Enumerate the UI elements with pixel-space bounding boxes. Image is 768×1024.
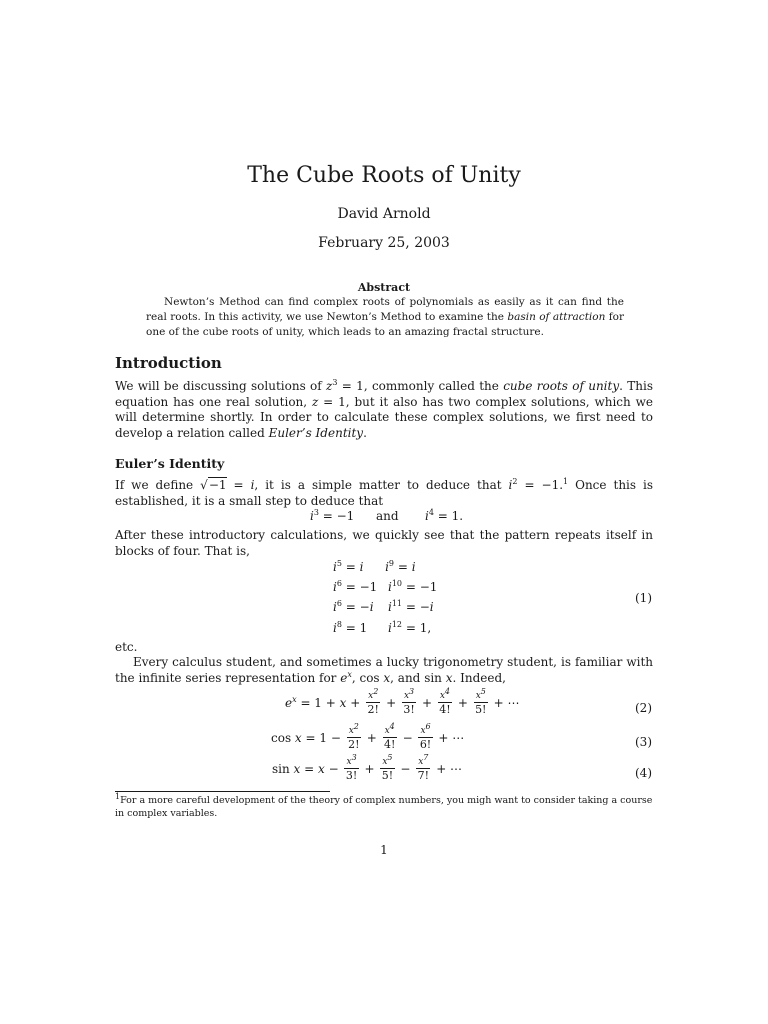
intro-paragraph: We will be discussing solutions of $z^3 = 1$, commonly called the cube roots of unity. This equation has one real solution, z = 1, but it also has two complex solutions, which we will determine shortly. In order to calculate these complex solutions, we first need to develop a relation called Euler’s Identity. — [115, 378, 653, 440]
equation-number-4: (4) — [635, 766, 652, 780]
euler-text-b: , it is a simple matter to deduce that — [254, 478, 509, 492]
series-paragraph: Every calculus student, and sometimes a lucky trigonometry student, is familiar with the infinite series representation for $e^x$, cos x, and sin x. Indeed, — [115, 655, 653, 685]
power-table-row-3b: $i^{11} = -i$ — [388, 599, 434, 614]
euler-paragraph: If we define √−1 = i, it is a simple matter to deduce that $i^2 = -1.^1$ Once this is established, it is a small step to deduce that — [115, 477, 654, 508]
euler-text-a: If we define — [115, 478, 201, 492]
equation-number-1: (1) — [635, 591, 652, 605]
power-table-row-1b: $i^9 = i$ — [385, 559, 416, 574]
intro-text-e: . — [363, 425, 367, 440]
power-table-row-4: $i^8 = 1$ — [333, 620, 368, 635]
power-table-row-2: $i^6 = -1$ — [333, 579, 378, 594]
intro-emphasis: cube roots of unity — [503, 379, 620, 393]
equation-number-2: (2) — [635, 701, 652, 715]
series-text-b: , and — [390, 670, 425, 685]
series-text-a: Every calculus student, and sometimes a lucky trigonometry student, is familiar with the infinite series representation for — [115, 655, 653, 685]
footnote-mark: 1 — [115, 791, 121, 801]
footnote-marker: 1 — [563, 477, 569, 486]
power-table-row-4b: $i^{12} = 1$, — [388, 620, 432, 635]
sine-series: sin x = x − $\frac{x^3}{3!}$ + $\frac{x^5}{5!}$ − $\frac{x^7}{7!}$ + ⋯ — [272, 753, 463, 782]
abstract-text-1: Newton’s Method can find complex roots of polynomials as easily as it can find the real roots. In this activity, we use Newton’s Method to examine the — [146, 296, 624, 323]
etc-text: etc. — [115, 640, 138, 654]
abstract-text-2: for one of the cube roots of unity, which leads to an amazing fractal structure. — [146, 311, 624, 338]
power-table-row-2b: $i^{10} = -1$ — [388, 579, 438, 594]
footnote — [115, 791, 655, 820]
cosine-series: cos x = 1 − $\frac{x^2}{2!}$ + $\frac{x^4}{4!}$ − $\frac{x^6}{6!}$ + ⋯ — [271, 722, 465, 751]
power-table-row-1: $i^5 = i$ — [333, 559, 364, 574]
equation-number-3: (3) — [635, 735, 652, 749]
abstract-emphasis: basin of attraction — [507, 311, 606, 323]
pattern-paragraph: After these introductory calculations, we quickly see that the pattern repeats itself in blocks of four. That is, — [115, 528, 653, 558]
section-heading-introduction: Introduction — [115, 354, 222, 372]
exponential-series: $e^x = 1 + x$ + $\frac{x^2}{2!}$ + $\frac{x^3}{3!}$ + $\frac{x^4}{4!}$ + $\frac{x^5}{5!}$ + ⋯ — [285, 687, 520, 716]
intro-text-b: , commonly called the — [363, 379, 504, 393]
power-table-row-3: $i^6 = -i$ — [333, 599, 374, 614]
equation-i-fourth: $i^4 = 1$. — [425, 508, 464, 523]
intro-text-d: , but it also has two complex solutions, which we will determine shortly. In order to calculate these complex solutions, we first need to develop a relation called — [115, 394, 653, 440]
page-number: 1 — [380, 843, 388, 857]
equation-i-cubed: $i^3 = -1$ — [310, 508, 355, 523]
subsection-heading-euler: Euler’s Identity — [115, 456, 225, 471]
equation-and-word: and — [376, 509, 399, 523]
euler-text-c: Once this is established, it is a small step to deduce that — [115, 478, 654, 508]
intro-emphasis-2: Euler’s Identity — [268, 425, 364, 440]
abstract-body — [146, 295, 624, 340]
intro-text-c: . This equation has one real solution, — [115, 379, 653, 409]
intro-text-a: We will be discussing solutions of — [115, 379, 327, 393]
footnote-rule — [115, 791, 330, 792]
author-name: David Arnold — [337, 206, 431, 222]
paper-title: The Cube Roots of Unity — [247, 163, 521, 188]
abstract-heading: Abstract — [357, 281, 411, 294]
paper-date: February 25, 2003 — [318, 235, 450, 251]
footnote-text: For a more careful development of the theory of complex numbers, you migh want to consider taking a course in complex variables. — [115, 795, 653, 819]
series-text-c: . Indeed, — [452, 670, 506, 685]
